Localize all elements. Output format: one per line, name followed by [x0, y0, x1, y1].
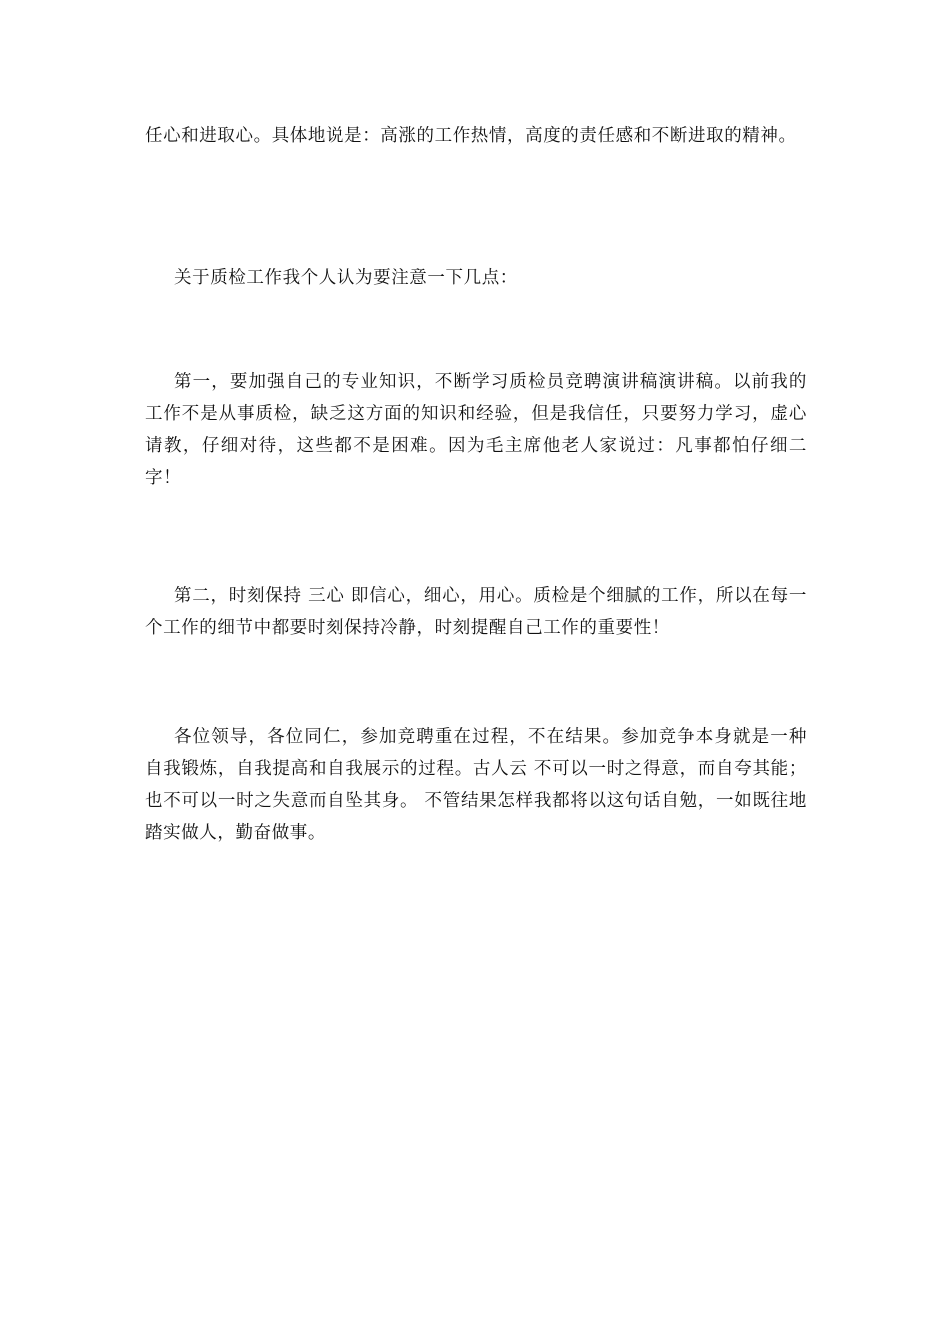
paragraph-continuation: 任心和进取心。具体地说是：高涨的工作热情，高度的责任感和不断进取的精神。	[145, 126, 797, 146]
paragraph-point-two: 第二，时刻保持 三心 即信心，细心，用心。质检是个细腻的工作，所以在每一个工作的细节中都要时刻保持冷静，时刻提醒自己工作的重要性！	[145, 586, 807, 638]
paragraph-intro-points: 关于质检工作我个人认为要注意一下几点：	[174, 268, 518, 288]
paragraph-point-one: 第一，要加强自己的专业知识，不断学习质检员竞聘演讲稿演讲稿。以前我的工作不是从事质检，缺乏这方面的知识和经验，但是我信任，只要努力学习，虚心请教，仔细对待，这些都不是困难。因为毛主席他老人家说过：凡事都怕仔细二字！	[145, 372, 807, 488]
paragraph-closing: 各位领导，各位同仁，参加竞聘重在过程，不在结果。参加竞争本身就是一种自我锻炼，自我提高和自我展示的过程。古人云 不可以一时之得意，而自夸其能；也不可以一时之失意而自坠其身。 不管结果怎样我都将以这句话自勉，一如既往地踏实做人，勤奋做事。	[145, 727, 807, 843]
